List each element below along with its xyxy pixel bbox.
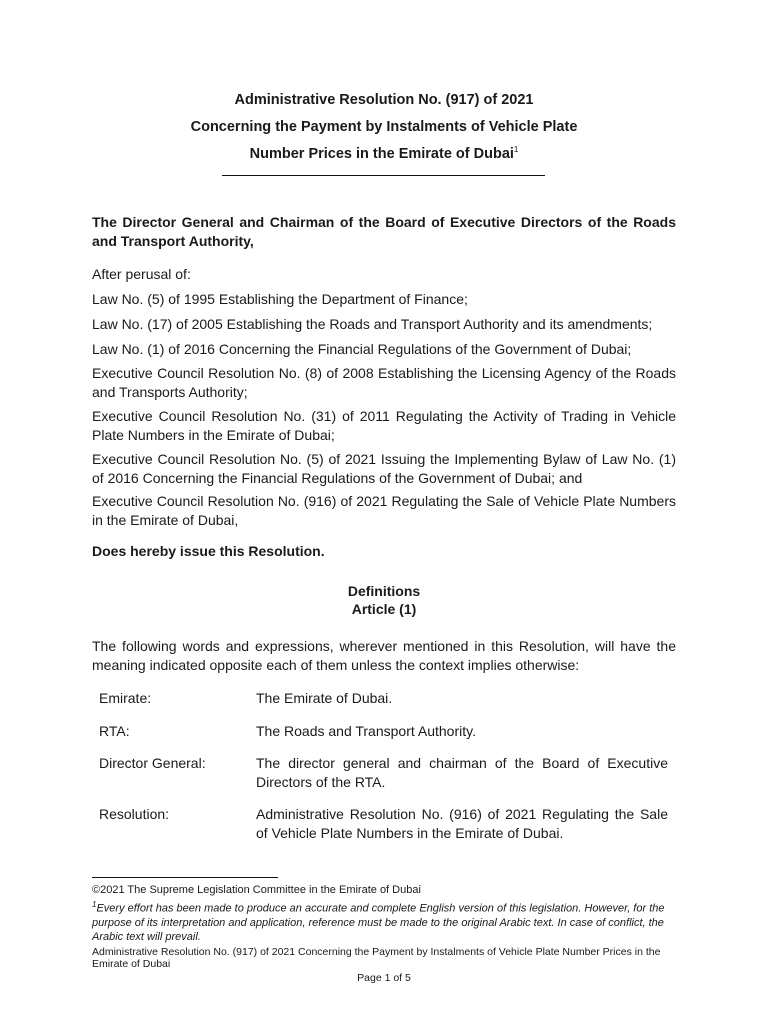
definition-text: The director general and chairman of the Board of Executive Directors of the RTA. — [256, 755, 668, 790]
definition-term: RTA: — [99, 723, 130, 739]
perusal-item: Executive Council Resolution No. (5) of 2021 Issuing the Implementing Bylaw of Law No. (1) of 2016 Concerning the Financial Regulations of the Government of Dubai; and — [92, 451, 676, 486]
document-title-line-1: Administrative Resolution No. (917) of 2021 — [234, 92, 534, 108]
definition-term: Emirate: — [99, 690, 152, 706]
document-title-line-2: Concerning the Payment by Instalments of Vehicle Plate — [190, 119, 578, 135]
perusal-item: Law No. (1) of 2016 Concerning the Financial Regulations of the Government of Dubai; — [92, 341, 632, 357]
title-footnote-mark: 1 — [513, 145, 519, 154]
copyright-notice: ©2021 The Supreme Legislation Committee in the Emirate of Dubai — [92, 884, 421, 896]
perusal-item: Executive Council Resolution No. (916) of 2021 Regulating the Sale of Vehicle Plate Numbers in the Emirate of Dubai, — [92, 493, 676, 528]
title-underline — [222, 175, 545, 176]
article-heading: Definitions — [347, 583, 421, 599]
definition-text: Administrative Resolution No. (916) of 2021 Regulating the Sale of Vehicle Plate Numbers in the Emirate of Dubai. — [256, 806, 668, 841]
perusal-item: Law No. (5) of 1995 Establishing the Department of Finance; — [92, 291, 468, 307]
issuing-authority: The Director General and Chairman of the Board of Executive Directors of the Roads and Transport Authority, — [92, 214, 676, 249]
article-number: Article (1) — [351, 601, 417, 617]
footnote-1 — [92, 898, 682, 944]
footnote-text: Every effort has been made to produce an accurate and complete English version of this legislation. However, for the purpose of its interpretation and application, reference must be made to the original Arabic text. In case of conflict, the Arabic text will prevail. — [92, 902, 665, 943]
definition-text: The Emirate of Dubai. — [256, 690, 393, 706]
definition-term: Director General: — [99, 755, 206, 771]
definition-term: Resolution: — [99, 806, 170, 822]
title-line-3-text: Number Prices in the Emirate of Dubai — [249, 145, 514, 162]
definition-text: The Roads and Transport Authority. — [256, 723, 476, 739]
page-number: Page 1 of 5 — [357, 972, 411, 984]
perusal-item: Law No. (17) of 2005 Establishing the Roads and Transport Authority and its amendments; — [92, 316, 653, 332]
after-perusal-label: After perusal of: — [92, 266, 191, 282]
perusal-item: Executive Council Resolution No. (31) of 2011 Regulating the Activity of Trading in Vehicle Plate Numbers in the Emirate of Dubai; — [92, 408, 676, 443]
perusal-item: Executive Council Resolution No. (8) of 2008 Establishing the Licensing Agency of the Roads and Transports Authority; — [92, 365, 676, 400]
article-intro: The following words and expressions, wherever mentioned in this Resolution, will have the meaning indicated opposite each of them unless the context implies otherwise: — [92, 638, 676, 673]
footnote-separator — [92, 877, 278, 878]
issue-statement: Does hereby issue this Resolution. — [92, 543, 325, 559]
document-title-line-3 — [0, 145, 768, 162]
running-footer: Administrative Resolution No. (917) of 2021 Concerning the Payment by Instalments of Vehicle Plate Number Prices in the Emirate of Dubai — [92, 946, 661, 970]
footnote-mark: 1 — [92, 900, 97, 909]
